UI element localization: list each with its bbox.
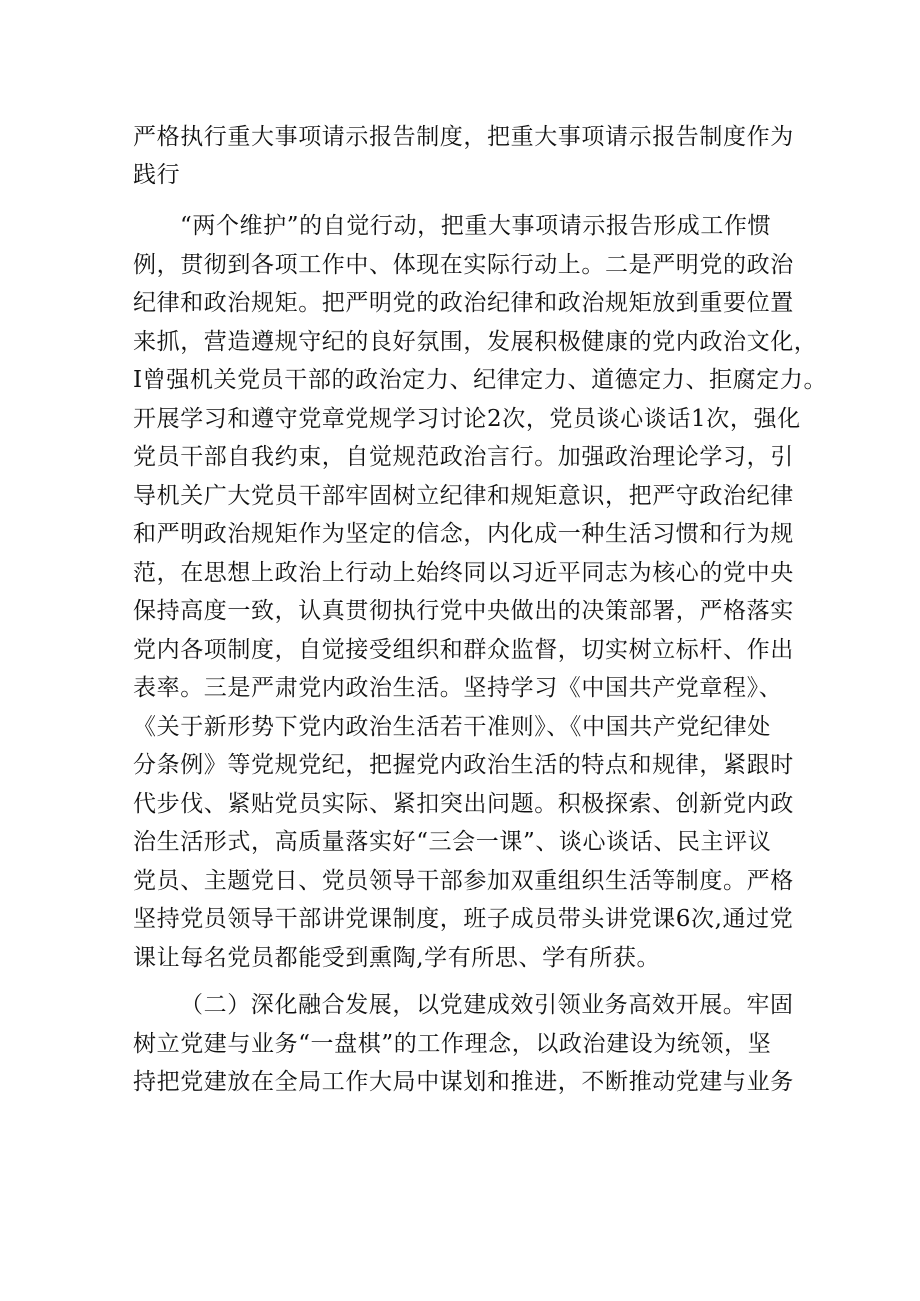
text-line: （二）深化融合发展，以党建成效引领业务高效开展。牢固 xyxy=(180,992,794,1018)
text-line: 范，在思想上政治上行动上始终同以习近平同志为核心的党中央 xyxy=(133,560,794,586)
text-line: 践行 xyxy=(133,162,181,188)
text-line: 例，贯彻到各项工作中、体现在实际行动上。二是严明党的政治 xyxy=(133,252,794,278)
text-line: 和严明政治规矩作为坚定的信念，内化成一种生活习惯和行为规 xyxy=(133,521,794,547)
text-line: 表率。三是严肃党内政治生活。坚持学习《中国共产党章程》、 xyxy=(133,675,783,701)
text-line: “两个维护”的自觉行动，把重大事项请示报告形成工作惯 xyxy=(180,213,772,239)
text-line: 党内各项制度，自觉接受组织和群众监督，切实树立标杆、作出 xyxy=(133,637,794,663)
text-line: 课让每名党员都能受到熏陶,学有所思、学有所获。 xyxy=(133,945,661,971)
text-line: 持把党建放在全局工作大局中谋划和推进，不断推动党建与业务 xyxy=(133,1069,794,1095)
text-line: 治生活形式，高质量落实好“三会一课”、谈心谈话、民主评议 xyxy=(133,829,772,855)
text-line: 《关于新形势下党内政治生活若干准则》、《中国共产党纪律处 xyxy=(133,714,771,740)
text-line: 代步伐、紧贴党员实际、紧扣突出问题。积极探索、创新党内政 xyxy=(133,791,794,817)
text-line: I曾强机关党员干部的政治定力、纪律定力、道德定力、拒腐定力。 xyxy=(133,367,828,393)
text-line: 纪律和政治规矩。把严明党的政治纪律和政治规矩放到重要位置 xyxy=(133,290,794,316)
text-line: 严格执行重大事项请示报告制度，把重大事项请示报告制度作为 xyxy=(133,124,794,150)
text-line: 导机关广大党员干部牢固树立纪律和规矩意识，把严守政治纪律 xyxy=(133,483,794,509)
text-line: 开展学习和遵守党章党规学习讨论2次，党员谈心谈话1次，强化 xyxy=(133,406,801,432)
text-line: 坚持党员领导干部讲党课制度，班子成员带头讲党课6次,通过党 xyxy=(133,906,794,932)
text-line: 保持高度一致，认真贯彻执行党中央做出的决策部署，严格落实 xyxy=(133,598,794,624)
text-line: 分条例》等党规党纪，把握党内政治生活的特点和规律，紧跟时 xyxy=(133,752,794,778)
text-line: 党员干部自我约束，自觉规范政治言行。加强政治理论学习，引 xyxy=(133,444,794,470)
text-line: 来抓，营造遵规守纪的良好氛围，发展积极健康的党内政治文化， xyxy=(133,329,818,355)
text-line: 树立党建与业务“一盘棋”的工作理念，以政治建设为统领，坚 xyxy=(133,1031,772,1057)
text-line: 党员、主题党日、党员领导干部参加双重组织生活等制度。严格 xyxy=(133,868,794,894)
